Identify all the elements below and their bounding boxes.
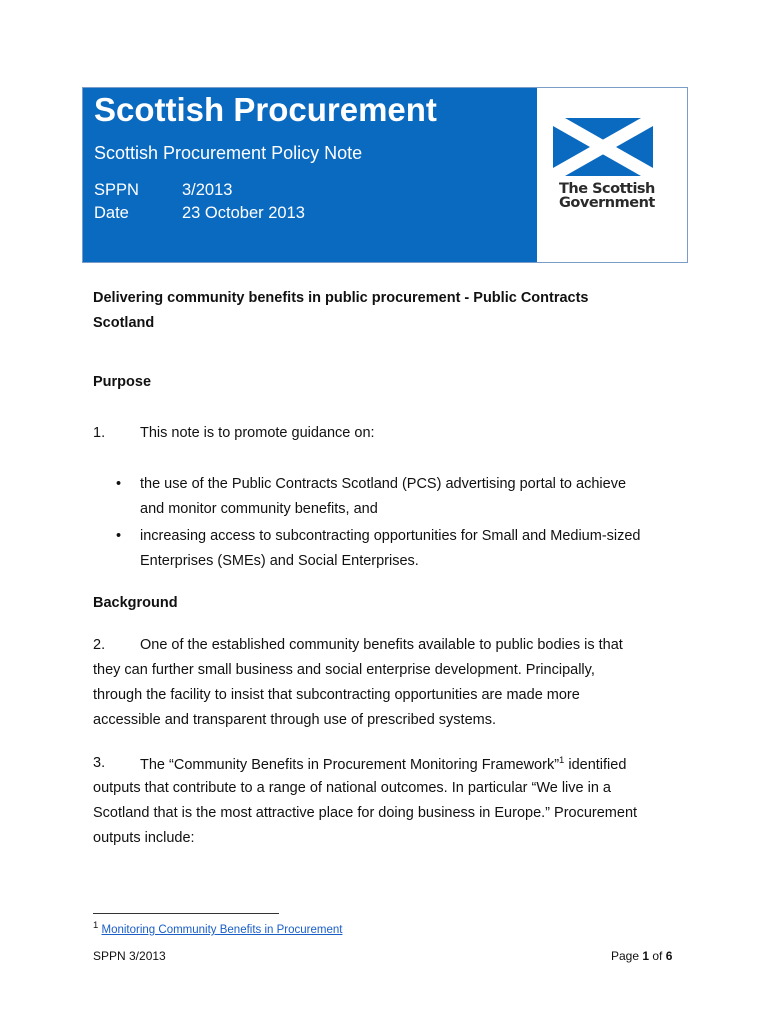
section-heading-background: Background bbox=[93, 595, 178, 611]
banner-title: Scottish Procurement bbox=[94, 91, 437, 128]
bullet-icon: • bbox=[116, 476, 122, 492]
para-text: accessible and transparent through use of prescribed systems. bbox=[93, 712, 496, 728]
document-heading-line2: Scotland bbox=[93, 315, 155, 331]
para-number: 1. bbox=[93, 425, 106, 441]
bullet-item-line: Enterprises (SMEs) and Social Enterprises. bbox=[140, 553, 419, 569]
footnote-number: 1 bbox=[93, 920, 99, 931]
para-text-first-line bbox=[140, 755, 626, 773]
para-text: identified bbox=[564, 756, 627, 773]
footnote-link[interactable]: Monitoring Community Benefits in Procurement bbox=[101, 923, 343, 936]
meta-value: 23 October 2013 bbox=[182, 204, 305, 222]
footnote-divider bbox=[93, 913, 279, 914]
footnote-ref[interactable]: 1 bbox=[559, 755, 565, 766]
para-number: 3. bbox=[93, 755, 106, 771]
para-text: through the facility to insist that subcontracting opportunities are made more bbox=[93, 687, 580, 703]
page-of: of bbox=[649, 949, 666, 963]
logo-line1: The Scottish bbox=[559, 181, 655, 197]
bullet-item-line: the use of the Public Contracts Scotland (PCS) advertising portal to achieve bbox=[140, 476, 627, 492]
bullet-item-line: and monitor community benefits, and bbox=[140, 501, 378, 517]
para-text: outputs include: bbox=[93, 830, 195, 846]
meta-value: 3/2013 bbox=[182, 181, 233, 199]
para-number: 2. bbox=[93, 637, 106, 653]
page-current: 1 bbox=[642, 949, 650, 963]
banner-subtitle: Scottish Procurement Policy Note bbox=[94, 143, 363, 163]
bullet-icon: • bbox=[116, 528, 122, 544]
meta-key: Date bbox=[94, 204, 129, 222]
logo-text bbox=[553, 182, 673, 210]
footer-doc-id: SPPN 3/2013 bbox=[93, 949, 166, 963]
bullet-item-line: increasing access to subcontracting opportunities for Small and Medium-sized bbox=[140, 528, 641, 544]
section-heading-purpose: Purpose bbox=[93, 374, 152, 390]
page-prefix: Page bbox=[611, 949, 643, 963]
para-text: they can further small business and social enterprise development. Principally, bbox=[93, 662, 595, 678]
footer-page-number bbox=[611, 949, 672, 963]
document-heading-line1: Delivering community benefits in public procurement - Public Contracts bbox=[93, 290, 589, 306]
para-text: One of the established community benefits available to public bodies is that bbox=[140, 637, 623, 653]
para-text: Scotland that is the most attractive place for doing business in Europe.” Procurement bbox=[93, 805, 638, 821]
header-banner bbox=[82, 87, 688, 263]
meta-row-sppn bbox=[94, 181, 232, 200]
meta-key: SPPN bbox=[94, 181, 139, 199]
page-total: 6 bbox=[665, 949, 673, 963]
logo-line2: Government bbox=[559, 195, 655, 211]
para-text: This note is to promote guidance on: bbox=[140, 425, 375, 441]
saltire-flag-icon bbox=[553, 118, 653, 176]
meta-row-date bbox=[94, 204, 305, 223]
banner-blue-panel bbox=[83, 88, 537, 262]
footnote bbox=[93, 920, 342, 936]
para-text: The “Community Benefits in Procurement Monitoring Framework” bbox=[140, 756, 560, 773]
scottish-government-logo bbox=[553, 118, 673, 210]
para-text: outputs that contribute to a range of national outcomes. In particular “We live in a bbox=[93, 780, 611, 796]
